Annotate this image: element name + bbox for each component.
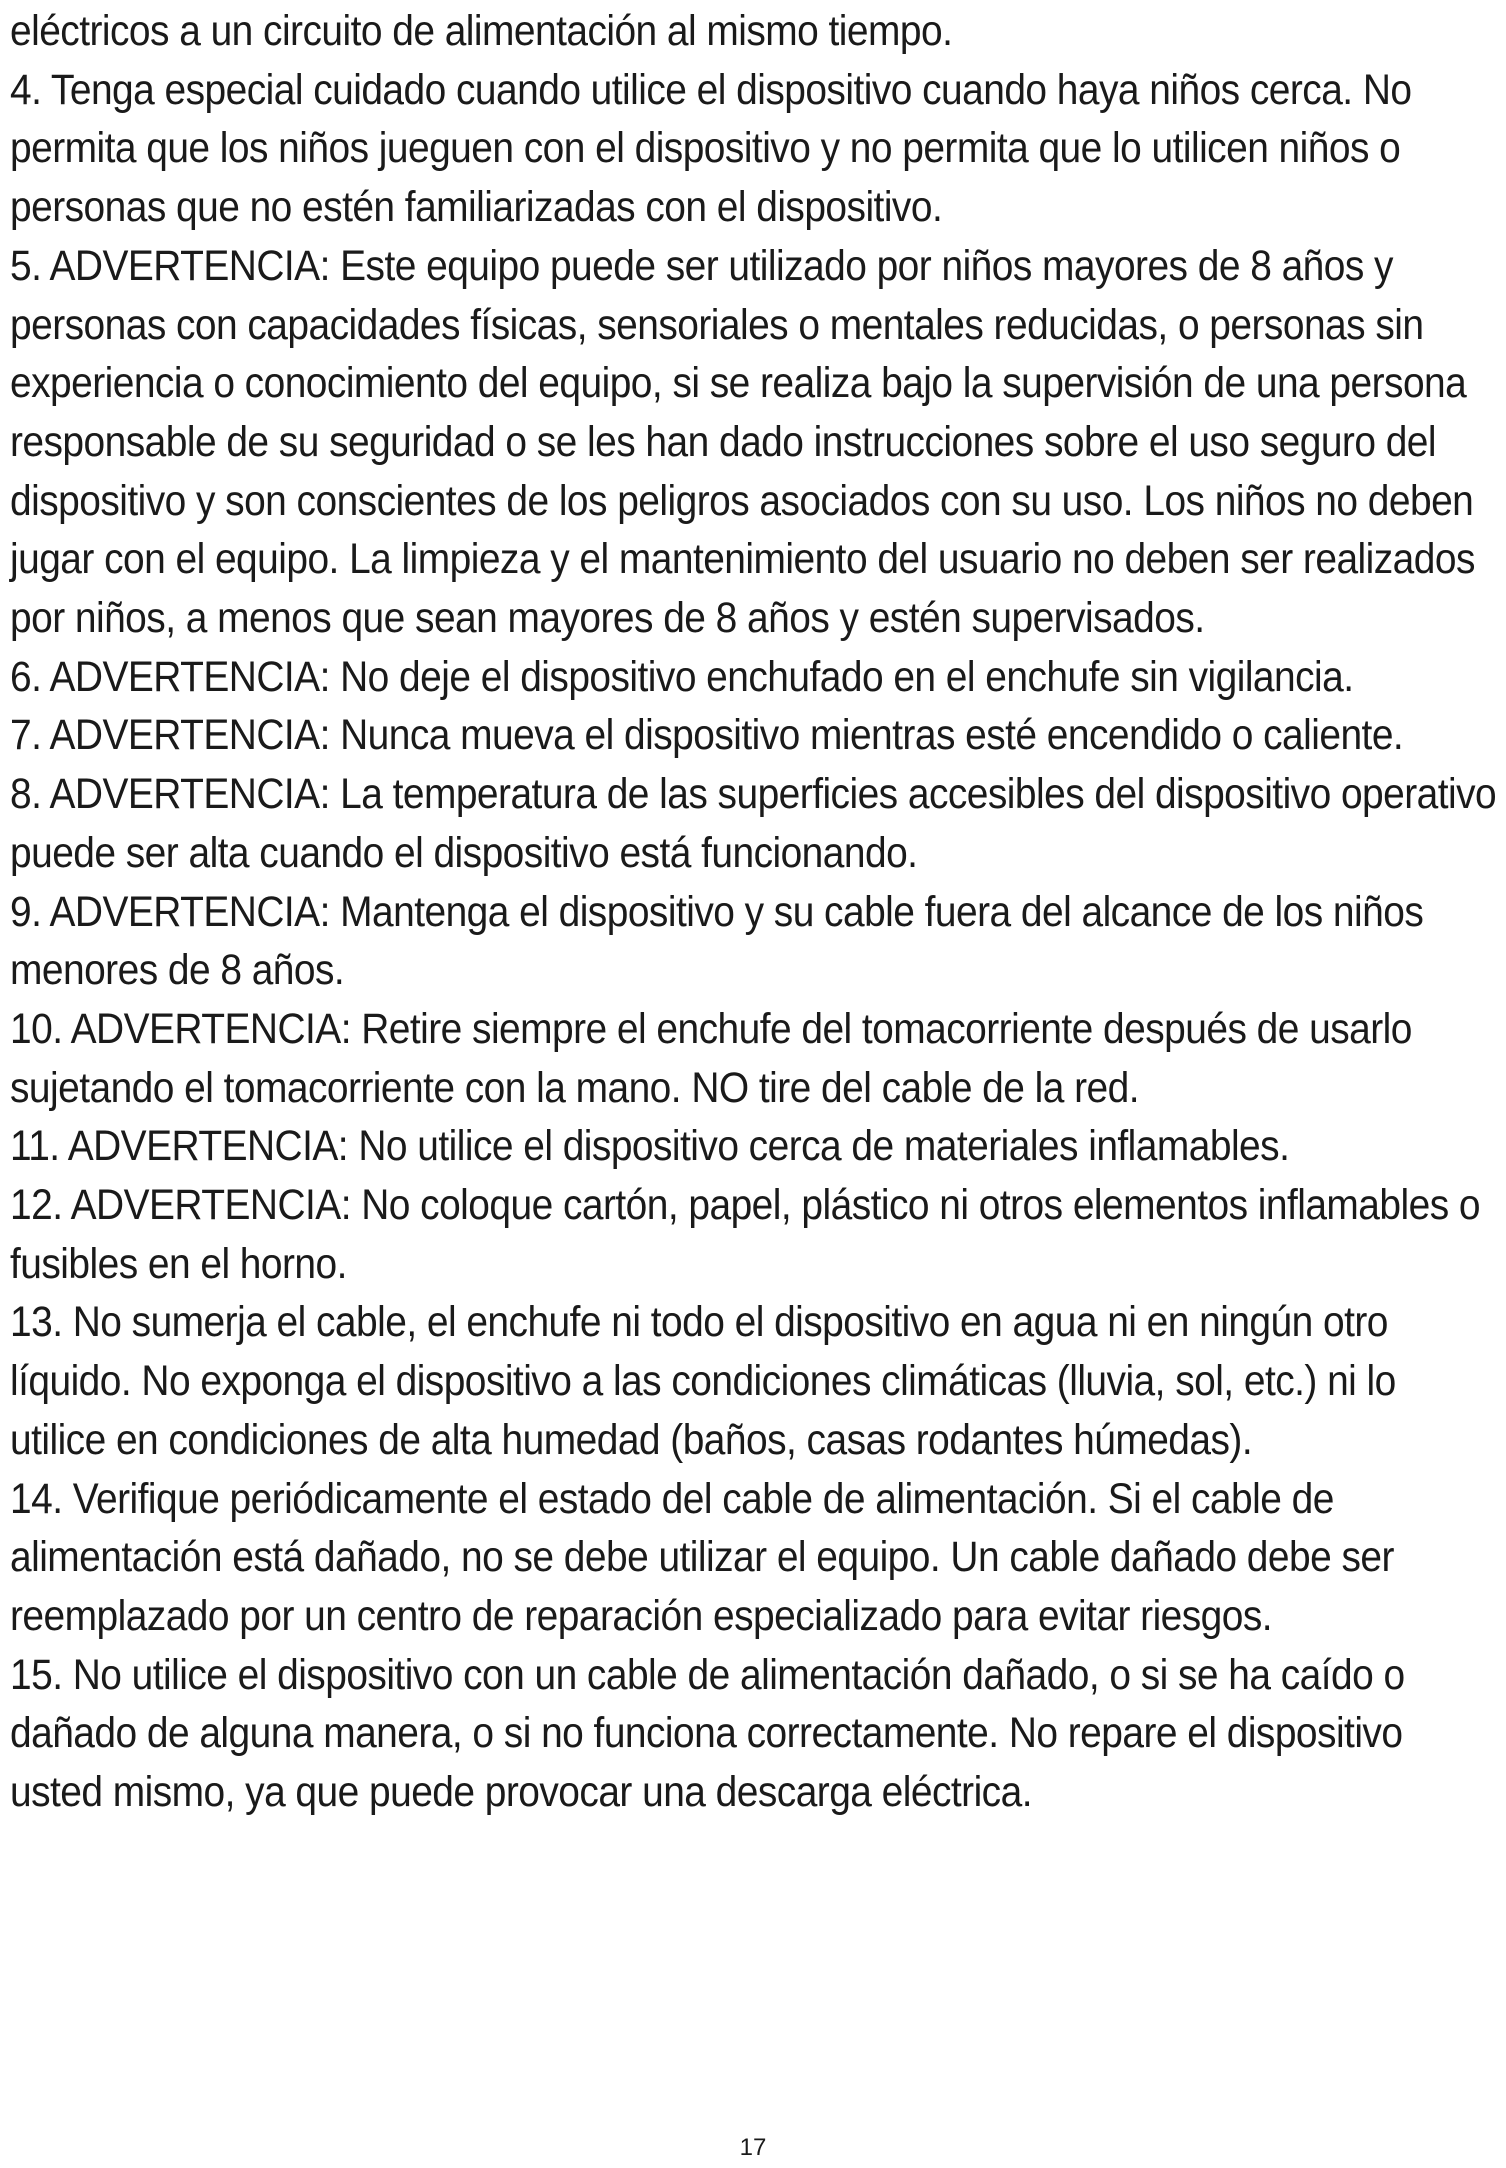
paragraph-item-9: 9. ADVERTENCIA: Mantenga el dispositivo y su cable fuera del alcance de los niños menores de 8 años. — [10, 887, 1424, 995]
paragraph-item-4: 4. Tenga especial cuidado cuando utilice el dispositivo cuando haya niños cerca. No permita que los niños jueguen con el dispositivo y no permita que lo utilicen niños o personas que no estén familiarizadas con el dispositivo. — [10, 65, 1412, 232]
paragraph-continuation: eléctricos a un circuito de alimentación al mismo tiempo. — [10, 7, 953, 55]
paragraph-item-7: 7. ADVERTENCIA: Nunca mueva el dispositivo mientras esté encendido o caliente. — [10, 711, 1404, 760]
paragraph-item-11: 11. ADVERTENCIA: No utilice el dispositivo cerca de materiales inflamables. — [10, 1122, 1290, 1171]
paragraph-item-5: 5. ADVERTENCIA: Este equipo puede ser utilizado por niños mayores de 8 años y personas con capacidades físicas, sensoriales o mentales reducidas, o personas sin experiencia o conocimiento del equipo, si se realiza bajo la supervisión de una persona responsable de su seguridad o se les han dado instrucciones sobre el uso seguro del dispositivo y son conscientes de los peligros asociados con su uso. Los niños no deben jugar con el equipo. La limpieza y el mantenimiento del usuario no deben ser realizados por niños, a menos que sean mayores de 8 años y estén supervisados. — [10, 241, 1475, 643]
paragraph-item-8: 8. ADVERTENCIA: La temperatura de las superficies accesibles del dispositivo operativo puede ser alta cuando el dispositivo está funcionando. — [10, 770, 1497, 877]
paragraph-item-12: 12. ADVERTENCIA: No coloque cartón, papel, plástico ni otros elementos inflamables o fusibles en el horno. — [10, 1181, 1480, 1288]
document-body — [10, 2, 1500, 1822]
paragraph-item-10: 10. ADVERTENCIA: Retire siempre el enchufe del tomacorriente después de usarlo sujetando el tomacorriente con la mano. NO tire del cable de la red. — [10, 1004, 1412, 1112]
page-number: 17 — [739, 2134, 767, 2161]
paragraph-item-6: 6. ADVERTENCIA: No deje el dispositivo enchufado en el enchufe sin vigilancia. — [10, 652, 1354, 701]
paragraph-item-13: 13. No sumerja el cable, el enchufe ni todo el dispositivo en agua ni en ningún otro líquido. No exponga el dispositivo a las condiciones climáticas (lluvia, sol, etc.) ni lo utilice en condiciones de alta humedad (baños, casas rodantes húmedas). — [10, 1298, 1396, 1464]
paragraph-item-14: 14. Verifique periódicamente el estado del cable de alimentación. Si el cable de alimentación está dañado, no se debe utilizar el equipo. Un cable dañado debe ser reemplazado por un centro de reparación especializado para evitar riesgos. — [10, 1474, 1394, 1640]
paragraph-item-15: 15. No utilice el dispositivo con un cable de alimentación dañado, o si se ha caído o dañado de alguna manera, o si no funciona correctamente. No repare el dispositivo usted mismo, ya que puede provocar una descarga eléctrica. — [10, 1650, 1405, 1817]
